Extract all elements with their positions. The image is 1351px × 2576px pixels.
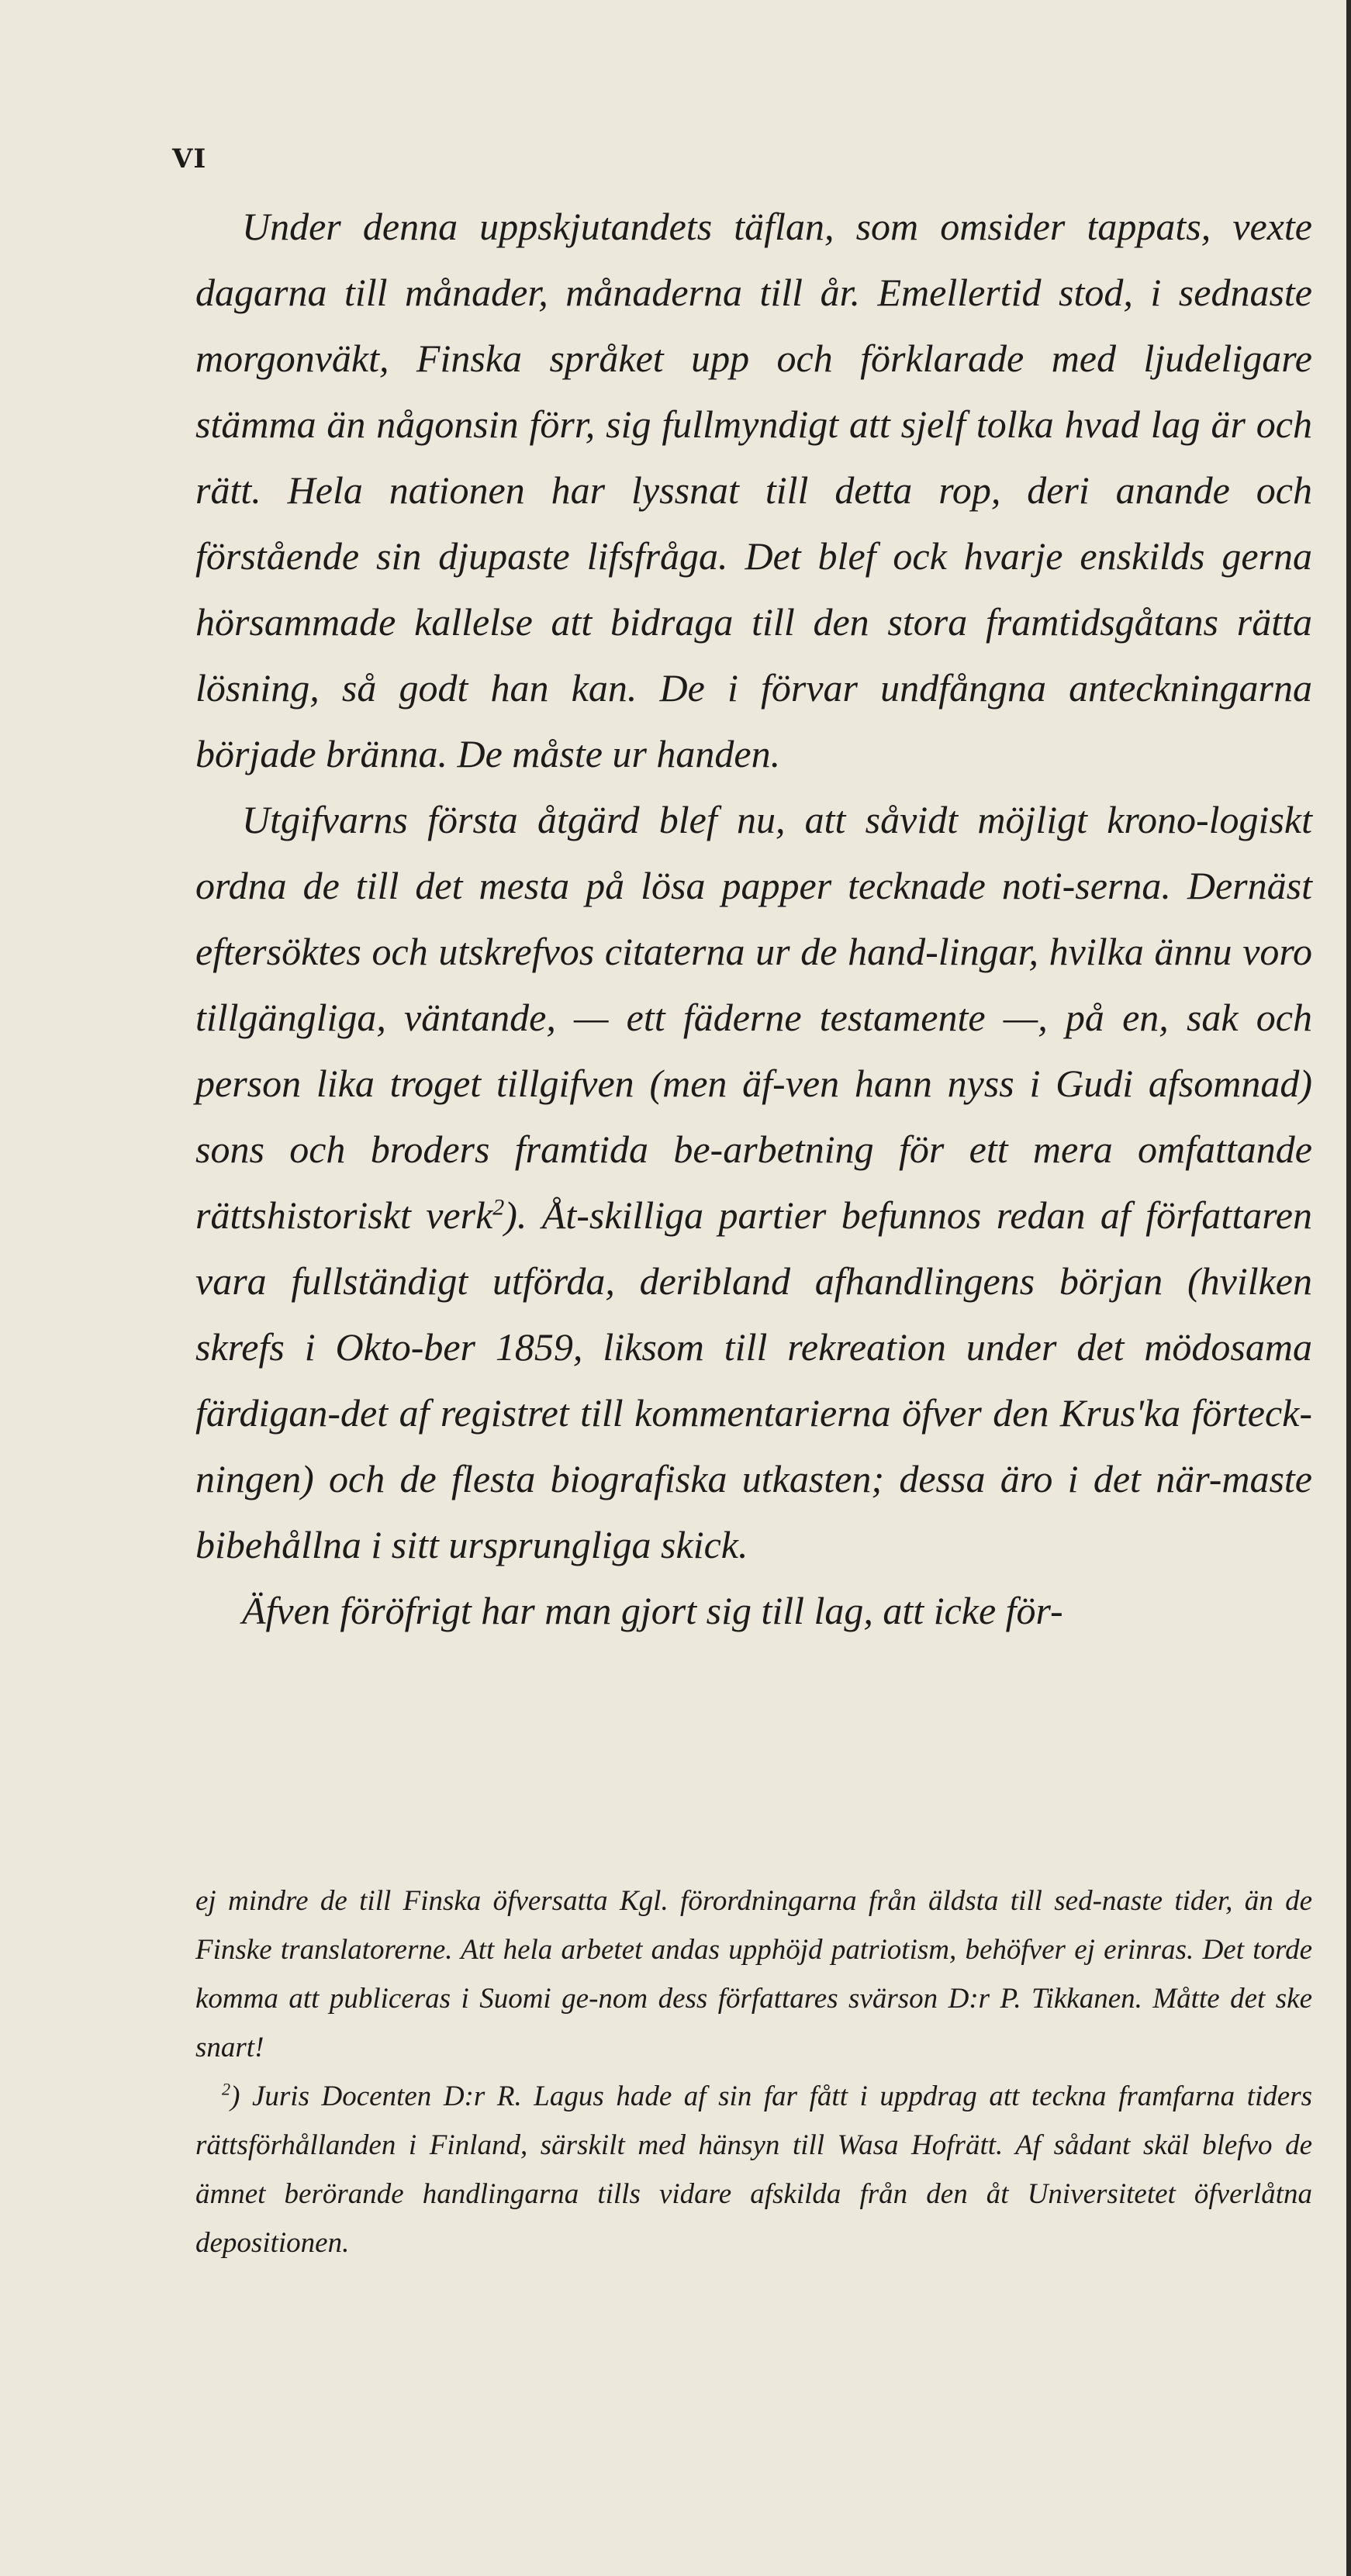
footnotes — [195, 1877, 1312, 2267]
footnote-2-marker: 2 — [222, 2079, 231, 2099]
paragraph-2-text: Utgifvarns första åtgärd blef nu, att såvidt möjligt krono-logiskt ordna de till det mesta på lösa papper tecknade noti-serna. Dernäst eftersöktes och utskrefvos citaterna ur de hand-lingar, hvilka ännu voro tillgängliga, väntande, — ett fäderne testamente —, på en, sak och person lika troget tillgifven (men äf-ven hann nyss i Gudi afsomnad) sons och broders framtida be-arbetning för ett mera omfattande rättshistoriskt verk — [195, 798, 1312, 1237]
paragraph-2 — [195, 787, 1312, 1578]
footnote-2-text: ) Juris Docenten D:r R. Lagus hade af sin far fått i uppdrag att teckna framfarna tiders rättsförhållanden i Finland, särskilt med hänsyn till Wasa Hofrätt. Af sådant skäl blefvo de ämnet berörande handlingarna tills vidare afskilda från den åt Universitetet öfverlåtna depositionen. — [195, 2080, 1312, 2259]
paragraph-1: Under denna uppskjutandets täflan, som omsider tappats, vexte dagarna till månader, månaderna till år. Emellertid stod, i sednaste morgonväkt, Finska språket upp och förklarade med ljudeligare stämma än någonsin förr, sig fullmyndigt att sjelf tolka hvad lag är och rätt. Hela nationen har lyssnat till detta rop, deri anande och förstående sin djupaste lifsfråga. Det blef ock hvarje enskilds gerna hörsammade kallelse att bidraga till den stora framtidsgåtans rätta lösning, så godt han kan. De i förvar undfångna anteckningarna började bränna. De måste ur handen. — [195, 205, 1312, 775]
paragraph-3: Äfven föröfrigt har man gjort sig till lag, att icke för- — [242, 1589, 1063, 1632]
paragraph-2-text-cont: ). Åt-skilliga partier befunnos redan af författaren vara fullständigt utförda, deribland afhandlingens början (hvilken skrefs i Okto-ber 1859, liksom till rekreation under det mödosama färdigan-det af registret till kommentarierna öfver den Krus'ka förteck-ningen) och de flesta biografiska utkasten; dessa äro i det när-maste bibehållna i sitt ursprungliga skick. — [195, 1193, 1312, 1566]
footnote-ref-2: 2 — [492, 1194, 505, 1221]
main-text — [195, 194, 1312, 1644]
page-edge — [1346, 0, 1351, 2576]
footnote-2 — [195, 2072, 1312, 2267]
footnote-continuation: ej mindre de till Finska öfversatta Kgl. förordningarna från äldsta till sed-naste tider, än de Finske translatorerne. Att hela arbetet andas upphöjd patriotism, behöfver ej erinras. Det torde komma att publiceras i Suomi ge-nom dess författares svärson D:r P. Tikkanen. Måtte det ske snart! — [195, 1885, 1312, 2063]
page-number: VI — [172, 143, 207, 174]
